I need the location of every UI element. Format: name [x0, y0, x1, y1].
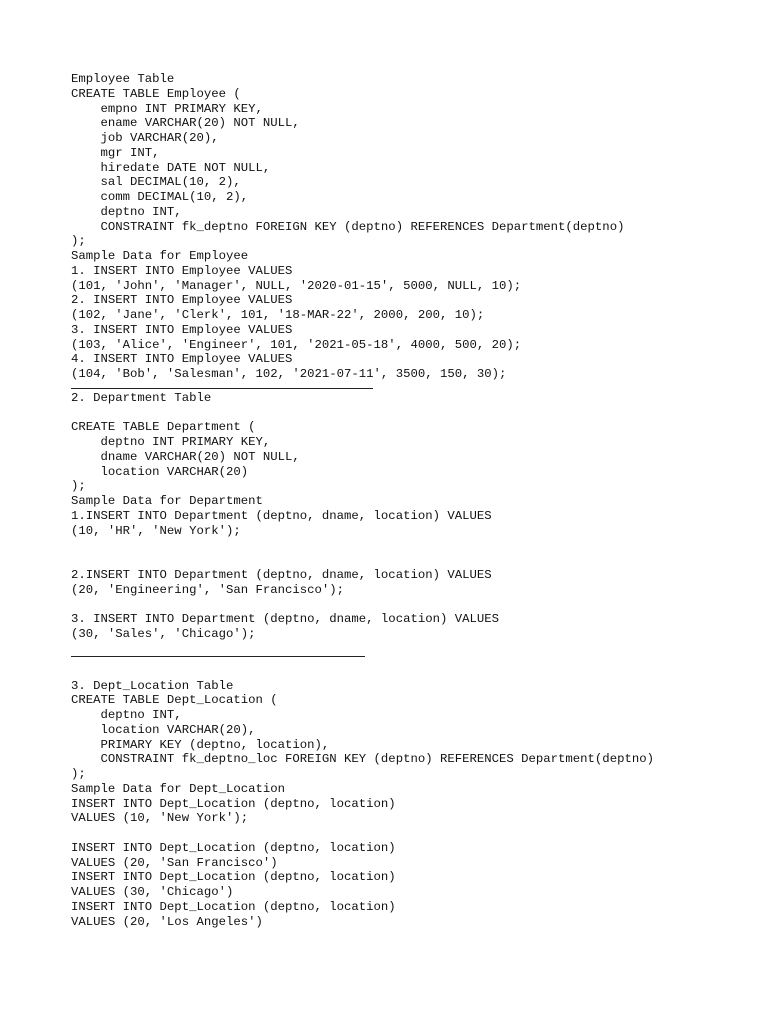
- dept-location-insert-line: INSERT INTO Dept_Location (deptno, location): [71, 899, 396, 914]
- dept-location-sample-heading: Sample Data for Dept_Location: [71, 781, 286, 796]
- dept-location-section: [71, 679, 751, 930]
- employee-create-line: sal DECIMAL(10, 2),: [71, 175, 241, 190]
- department-sample-heading: Sample Data for Department: [71, 494, 263, 508]
- employee-insert-line: 4. INSERT INTO Employee VALUES: [71, 352, 293, 367]
- document-body: [71, 72, 751, 929]
- dept-location-create-line: CONSTRAINT fk_deptno_loc FOREIGN KEY (deptno) REFERENCES Department(deptno): [71, 752, 654, 767]
- blank-line: [71, 826, 751, 841]
- blank-line: [71, 597, 751, 612]
- department-insert-line: (30, 'Sales', 'Chicago');: [71, 626, 256, 641]
- employee-sample-heading: Sample Data for Employee: [71, 249, 249, 263]
- dept-location-create-line: CREATE TABLE Dept_Location (: [71, 693, 278, 708]
- employee-create-line: ename VARCHAR(20) NOT NULL,: [71, 116, 300, 131]
- blank-line: [71, 406, 751, 421]
- department-insert-line: 3. INSERT INTO Department (deptno, dname, location) VALUES: [71, 612, 500, 626]
- employee-table-title: Employee Table: [71, 72, 175, 86]
- employee-insert-line: (102, 'Jane', 'Clerk', 101, '18-MAR-22', 2000, 200, 10);: [71, 308, 485, 322]
- department-insert-line: (20, 'Engineering', 'San Francisco');: [71, 582, 345, 597]
- department-insert-line: (10, 'HR', 'New York');: [71, 523, 241, 538]
- employee-create-line: deptno INT,: [71, 204, 182, 219]
- dept-location-create-line: PRIMARY KEY (deptno, location),: [71, 737, 330, 752]
- employee-insert-line: (101, 'John', 'Manager', NULL, '2020-01-15', 5000, NULL, 10);: [71, 278, 522, 293]
- dept-location-table-title: 3. Dept_Location Table: [71, 678, 234, 693]
- employee-insert-line: 1. INSERT INTO Employee VALUES: [71, 263, 293, 278]
- department-create-line: deptno INT PRIMARY KEY,: [71, 435, 271, 449]
- department-insert-line: 1.INSERT INTO Department (deptno, dname, location) VALUES: [71, 508, 492, 523]
- employee-insert-line: 2. INSERT INTO Employee VALUES: [71, 293, 293, 308]
- department-create-line: location VARCHAR(20): [71, 464, 249, 479]
- dept-location-insert-line: VALUES (10, 'New York');: [71, 811, 249, 826]
- department-create-line: );: [71, 479, 86, 494]
- employee-insert-line: 3. INSERT INTO Employee VALUES: [71, 322, 293, 337]
- dept-location-insert-line: INSERT INTO Dept_Location (deptno, location): [71, 870, 396, 885]
- employee-create-line: mgr INT,: [71, 145, 160, 160]
- employee-create-line: comm DECIMAL(10, 2),: [71, 190, 249, 204]
- employee-create-line: );: [71, 234, 86, 249]
- dept-location-create-line: location VARCHAR(20),: [71, 722, 256, 737]
- dept-location-insert-line: INSERT INTO Dept_Location (deptno, location): [71, 840, 396, 855]
- department-section: [71, 391, 751, 642]
- dept-location-insert-line: VALUES (20, 'Los Angeles'): [71, 914, 263, 929]
- department-create-line: dname VARCHAR(20) NOT NULL,: [71, 449, 300, 464]
- employee-create-line: job VARCHAR(20),: [71, 131, 219, 145]
- department-create-line: CREATE TABLE Department (: [71, 420, 256, 435]
- blank-line: [71, 538, 751, 568]
- dept-location-insert-line: VALUES (30, 'Chicago'): [71, 885, 234, 899]
- department-insert-line: 2.INSERT INTO Department (deptno, dname, location) VALUES: [71, 567, 492, 582]
- dept-location-create-line: deptno INT,: [71, 708, 182, 722]
- employee-insert-line: (104, 'Bob', 'Salesman', 102, '2021-07-11', 3500, 150, 30);: [71, 367, 507, 381]
- department-table-title: 2. Department Table: [71, 390, 212, 405]
- employee-create-line: empno INT PRIMARY KEY,: [71, 101, 263, 116]
- dept-location-insert-line: INSERT INTO Dept_Location (deptno, location): [71, 796, 396, 811]
- section-divider: [71, 656, 365, 657]
- employee-create-line: hiredate DATE NOT NULL,: [71, 160, 271, 175]
- employee-section: [71, 72, 751, 382]
- dept-location-insert-line: VALUES (20, 'San Francisco'): [71, 855, 278, 870]
- employee-create-line: CONSTRAINT fk_deptno FOREIGN KEY (deptno) REFERENCES Department(deptno): [71, 219, 625, 234]
- employee-insert-line: (103, 'Alice', 'Engineer', 101, '2021-05-18', 4000, 500, 20);: [71, 337, 522, 352]
- section-divider: [71, 388, 373, 389]
- dept-location-create-line: );: [71, 767, 86, 781]
- employee-create-line: CREATE TABLE Employee (: [71, 86, 241, 101]
